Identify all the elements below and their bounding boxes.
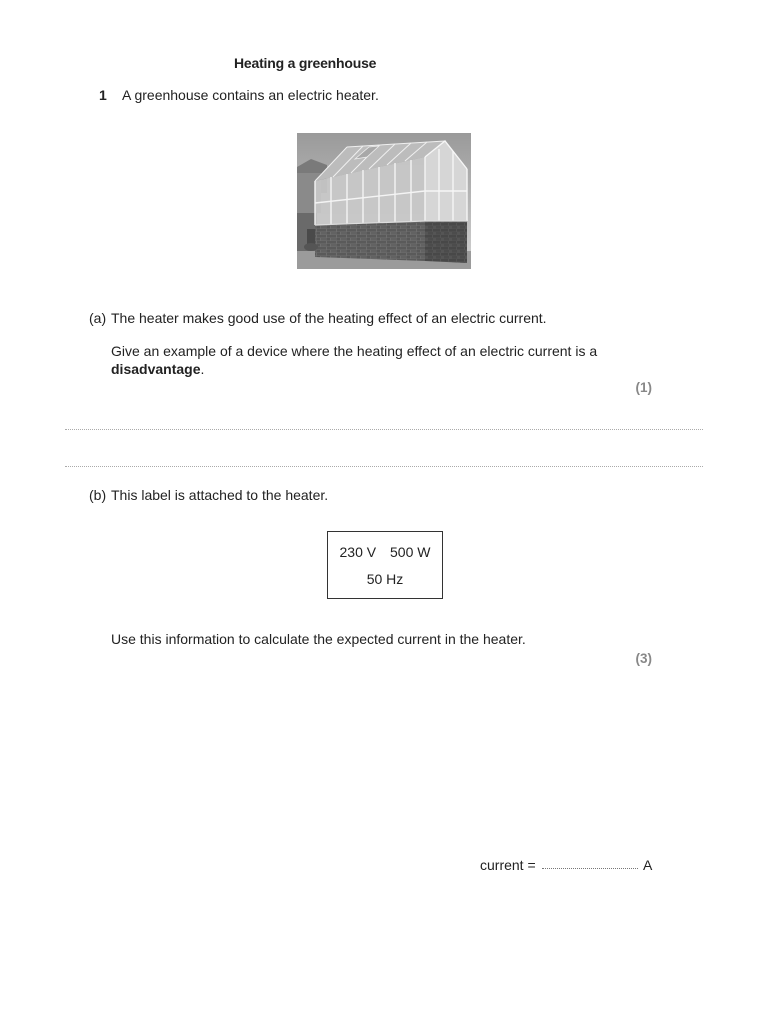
part-a-prompt — [111, 342, 621, 378]
part-b-prompt: Use this information to calculate the expected current in the heater. — [111, 631, 526, 647]
part-a-prompt-end: . — [200, 361, 205, 377]
page-title: Heating a greenhouse — [234, 55, 377, 71]
part-a-statement: The heater makes good use of the heating effect of an electric current. — [111, 310, 547, 326]
heater-rating-label — [327, 531, 443, 599]
answer-prefix: current = — [480, 857, 536, 873]
rating-voltage: 230 V — [339, 544, 377, 560]
part-b-statement: This label is attached to the heater. — [111, 487, 329, 503]
answer-unit: A — [643, 857, 653, 873]
question-number: 1 — [99, 87, 107, 103]
rating-row — [328, 544, 442, 560]
current-answer-field[interactable] — [542, 868, 638, 869]
part-a-marks: (1) — [635, 380, 652, 395]
answer-line-2[interactable] — [65, 466, 703, 467]
part-b-label: (b) — [89, 487, 107, 503]
part-a-prompt-start: Give an example of a device where the heating effect of an electric current is a — [111, 343, 598, 359]
part-b-marks: (3) — [635, 651, 652, 666]
answer-line-1[interactable] — [65, 429, 703, 430]
rating-frequency: 50 Hz — [366, 571, 404, 587]
greenhouse-photo — [297, 133, 471, 269]
question-stem: A greenhouse contains an electric heater. — [122, 87, 379, 103]
part-a-prompt-emphasis: disadvantage — [111, 361, 201, 377]
rating-power: 500 W — [390, 544, 431, 560]
part-a-label: (a) — [89, 310, 107, 326]
